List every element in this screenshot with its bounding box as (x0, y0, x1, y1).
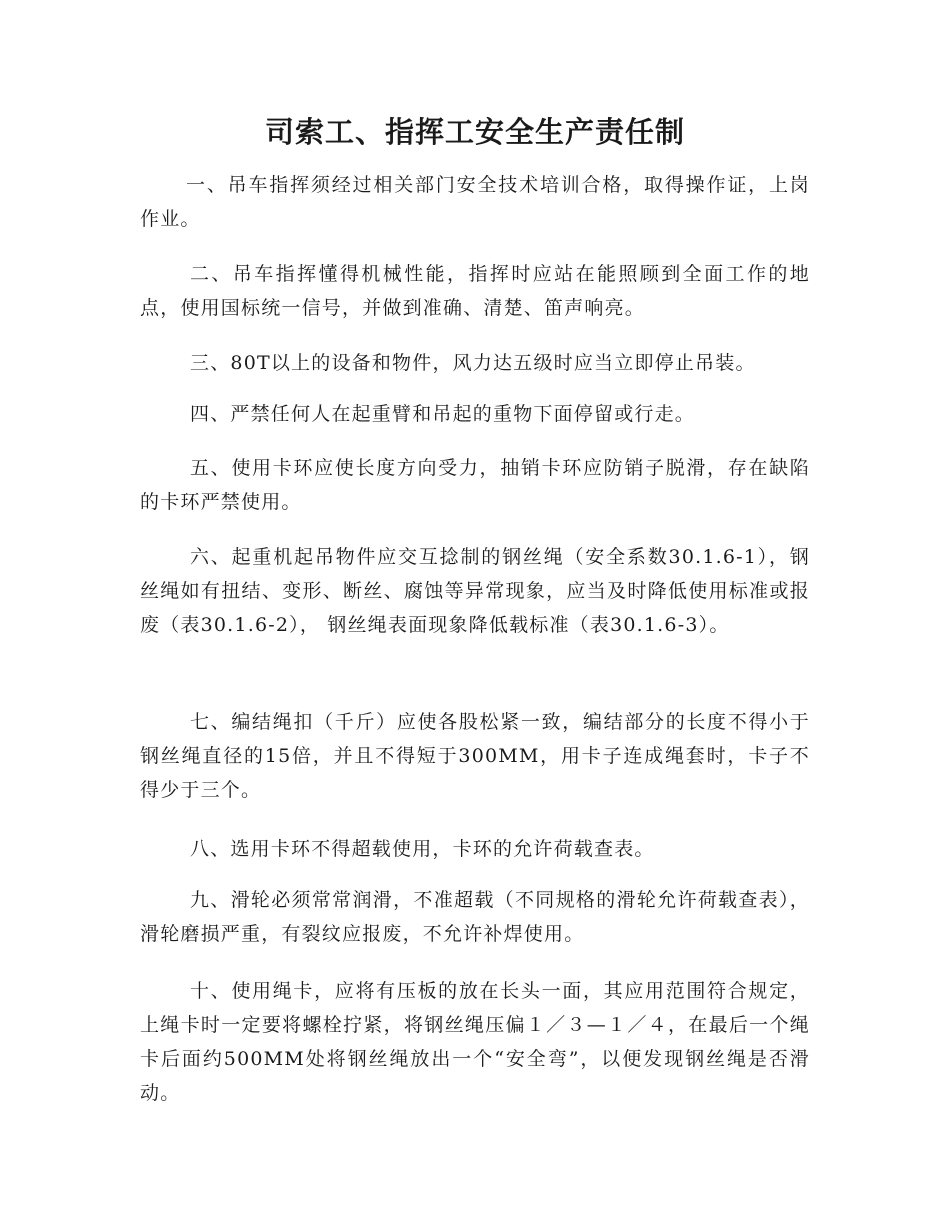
paragraph-3: 三、80T以上的设备和物件，风力达五级时应当立即停止吊装。 (190, 352, 756, 374)
paragraph-5: 五、使用卡环应使长度方向受力，抽销卡环应防销子脱滑，存在缺陷的卡环严禁使用。 (140, 457, 810, 513)
document-title: 司索工、指挥工安全生产责任制 (264, 115, 685, 149)
paragraph-7: 七、编结绳扣（千斤）应使各股松紧一致，编结部分的长度不得小于钢丝绳直径的15倍，并且不得短于300MM，用卡子连成绳套时，卡子不得少于三个。 (140, 711, 810, 801)
paragraph-10: 十、使用绳卡，应将有压板的放在长头一面，其应用范围符合规定，上绳卡时一定要将螺栓拧紧，将钢丝绳压偏１／３—１／４，在最后一个绳卡后面约500MM处将钢丝绳放出一个“安全弯”，以便发现钢丝绳是否滑动。 (140, 980, 810, 1104)
paragraph-1: 一、吊车指挥须经过相关部门安全技术培训合格，取得操作证，上岗作业。 (140, 174, 810, 230)
paragraph-4: 四、严禁任何人在起重臂和吊起的重物下面停留或行走。 (190, 403, 696, 425)
paragraph-6: 六、起重机起吊物件应交互捻制的钢丝绳（安全系数30.1.6-1），钢丝绳如有扭结、变形、断丝、腐蚀等异常现象，应当及时降低使用标准或报废（表30.1.6-2）， 钢丝绳表面现象降低载标准（表30.1.6-3）。 (140, 546, 810, 636)
paragraph-9: 九、滑轮必须常常润滑，不准超载（不同规格的滑轮允许荷载查表），滑轮磨损严重，有裂纹应报废，不允许补焊使用。 (140, 889, 810, 945)
paragraph-8: 八、选用卡环不得超载使用，卡环的允许荷载查表。 (190, 838, 655, 860)
paragraph-2: 二、吊车指挥懂得机械性能，指挥时应站在能照顾到全面工作的地点，使用国标统一信号，并做到准确、清楚、笛声响亮。 (140, 263, 810, 319)
